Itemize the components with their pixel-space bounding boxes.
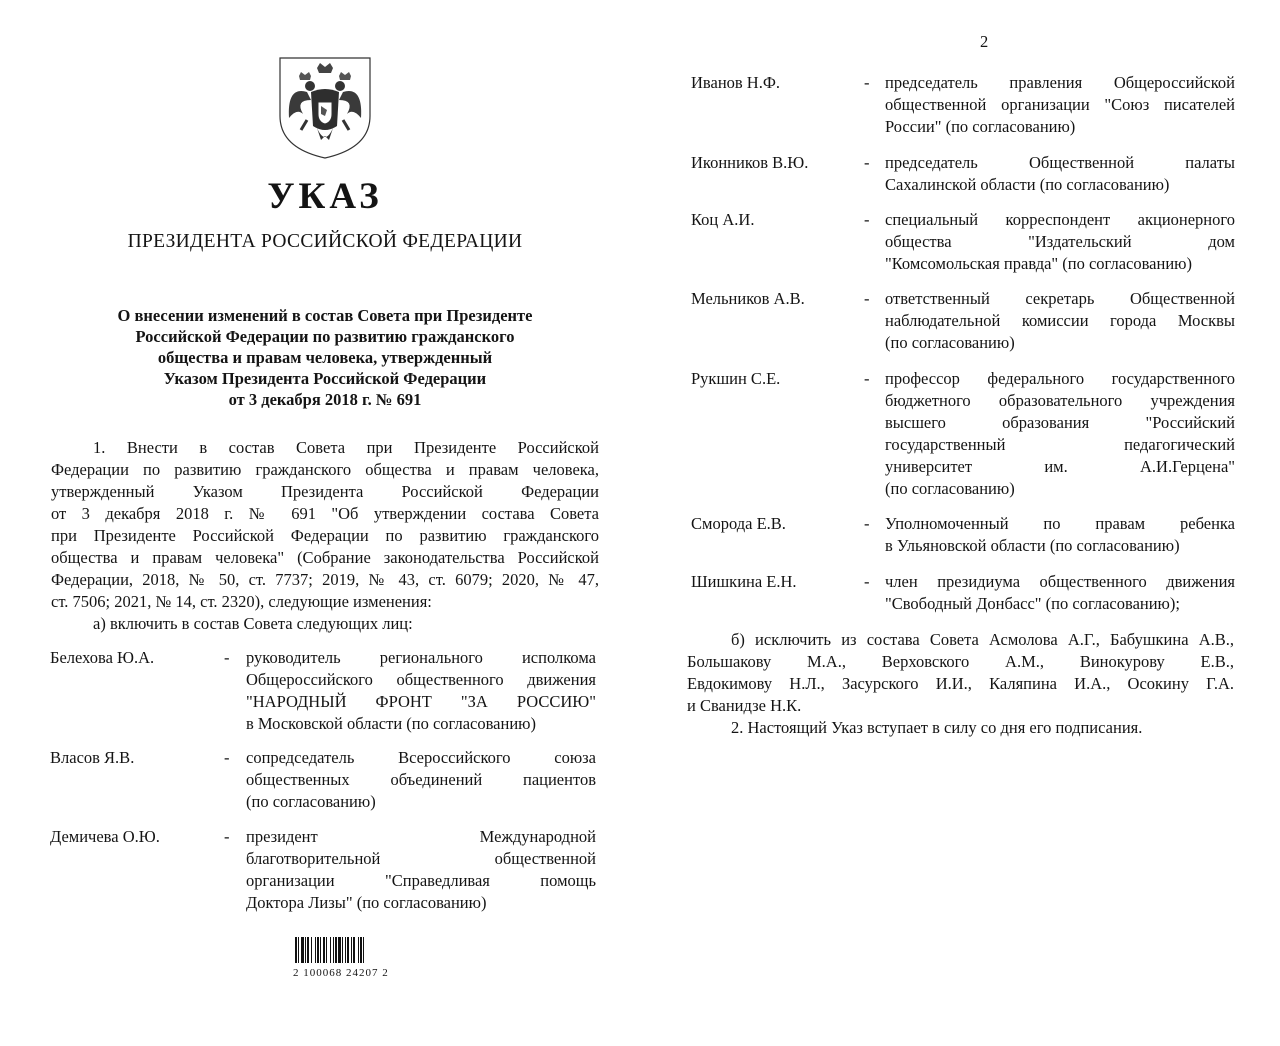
paragraph-line: утвержденный Указом Президента Российской Федерации [51,482,599,501]
barcode-bar [311,937,312,963]
barcode-bar [333,937,334,963]
barcode-bar [305,937,306,963]
desc-line: (по согласованию) [246,792,376,811]
member-description [246,647,596,735]
member-name: Коц А.И. [691,210,755,229]
barcode-bar [335,937,337,963]
member-name: Демичева О.Ю. [50,827,160,846]
barcode-bar [353,937,355,963]
barcode-bar [323,937,325,963]
barcode-bar [298,937,299,963]
desc-line: Уполномоченный по правам ребенка [885,514,1235,533]
sub-point-b [687,629,1234,739]
barcode-number: 2 100068 24207 2 [293,967,389,979]
desc-line: председатель Общественной палаты [885,153,1235,172]
desc-line: член президиума общественного движения [885,572,1235,591]
desc-line: бюджетного образовательного учреждения [885,391,1235,410]
member-description [885,209,1235,275]
member-dash: - [224,827,230,846]
page-2 [640,0,1280,1026]
member-name: Иконников В.Ю. [691,153,809,172]
paragraph-line: ст. 7506; 2021, № 14, ст. 2320), следующие изменения: [51,592,432,611]
member-description [246,747,596,813]
desc-line: общественной организации "Союз писателей [885,95,1235,114]
barcode-bar [320,937,321,963]
barcode-bar [326,937,327,963]
paragraph-line: от 3 декабря 2018 г. № 691 "Об утверждении состава Совета [51,504,599,523]
member-row [691,368,1235,498]
member-dash: - [864,514,870,533]
desc-line: президент Международной [246,827,596,846]
point-2: 2. Настоящий Указ вступает в силу со дня его подписания. [731,718,1143,737]
member-name: Шишкина Е.Н. [691,572,797,591]
member-row [50,826,598,912]
sub-point-a: а) включить в состав Совета следующих лиц: [93,614,413,633]
barcode-bar [358,937,359,963]
desc-line: (по согласованию) [885,333,1015,352]
member-description [885,571,1235,615]
member-dash: - [864,210,870,229]
desc-line: "Комсомольская правда" (по согласованию) [885,254,1192,273]
desc-line: общественных объединений пациентов [246,770,596,789]
desc-line: благотворительной общественной [246,849,596,868]
barcode-bar [338,937,341,963]
member-description [885,152,1235,196]
member-name: Иванов Н.Ф. [691,73,781,92]
page-1 [0,0,640,1026]
paragraph-line: Евдокимову Н.Л., Засурского И.И., Каляпина И.А., Осокину Г.А. [687,674,1234,693]
member-dash: - [864,289,870,308]
desc-line: высшего образования "Российский [885,413,1235,432]
paragraph-line: 1. Внести в состав Совета при Президенте Российской [93,438,599,457]
desc-line: организации "Справедливая помощь [246,871,596,890]
desc-line: в Московской области (по согласованию) [246,714,536,733]
desc-line: в Ульяновской области (по согласованию) [885,536,1180,555]
barcode-bar [345,937,346,963]
decree-title: УКАЗ [267,176,383,217]
desc-line: "Свободный Донбасс" (по согласованию); [885,594,1180,613]
paragraph-line: при Президенте Российской Федерации по развитию гражданского [51,526,599,545]
paragraph-line: общества и правам человека" (Собрание законодательства Российской [51,548,599,567]
heading-line: Указом Президента Российской Федерации [163,369,487,388]
paragraph-line: Федерации, 2018, № 50, ст. 7737; 2019, № 43, ст. 6079; 2020, № 47, [51,570,599,589]
desc-line: государственный педагогический [885,435,1235,454]
heading-line: от 3 декабря 2018 г. № 691 [228,390,422,409]
heading-line: Российской Федерации по развитию гражданского [135,327,515,346]
barcode-bar [342,937,343,963]
desc-line: председатель правления Общероссийской [885,73,1235,92]
member-row [691,288,1235,358]
barcode-bar [317,937,319,963]
barcode-bar [363,937,364,963]
point-1-paragraph [51,437,599,635]
member-name: Власов Я.В. [50,748,135,767]
desc-line: ответственный секретарь Общественной [885,289,1235,308]
desc-line: руководитель регионального исполкома [246,648,596,667]
desc-line: "НАРОДНЫЙ ФРОНТ "ЗА РОССИЮ" [246,692,596,711]
coat-of-arms-emblem [277,56,373,160]
desc-line: общества "Издательский дом [885,232,1235,251]
desc-line: университет им. А.И.Герцена" [885,457,1235,476]
heading-line: общества и правам человека, утвержденный [157,348,493,367]
barcode-bar [301,937,304,963]
member-name: Рукшин С.Е. [691,369,781,388]
barcode-bar [347,937,349,963]
member-dash: - [864,73,870,92]
desc-line: России" (по согласованию) [885,117,1076,136]
heading-line: О внесении изменений в состав Совета при Президенте [117,306,533,325]
member-dash: - [864,369,870,388]
member-description [885,72,1235,138]
decree-heading [60,305,590,410]
desc-line: сопредседатель Всероссийского союза [246,748,596,767]
member-description [885,513,1235,557]
desc-line: специальный корреспондент акционерного [885,210,1235,229]
barcode-bar [307,937,309,963]
member-dash: - [224,748,230,767]
barcode-bar [315,937,316,963]
decree-subtitle: ПРЕЗИДЕНТА РОССИЙСКОЙ ФЕДЕРАЦИИ [127,231,523,252]
member-row [50,747,598,817]
member-description [885,368,1235,500]
member-dash: - [864,153,870,172]
paragraph-line: Большакову М.А., Верховского А.М., Винокурову Е.В., [687,652,1234,671]
barcode-bar [330,937,331,963]
barcode-bar [295,937,297,963]
desc-line: Общероссийского общественного движения [246,670,596,689]
member-dash: - [864,572,870,591]
barcode-bar [360,937,362,963]
desc-line: профессор федерального государственного [885,369,1235,388]
member-description [885,288,1235,354]
member-name: Мельников А.В. [691,289,805,308]
member-name: Сморода Е.В. [691,514,786,533]
desc-line: Сахалинской области (по согласованию) [885,175,1170,194]
paragraph-line: и Сванидзе Н.К. [687,696,802,715]
desc-line: наблюдательной комиссии города Москвы [885,311,1235,330]
paragraph-line: б) исключить из состава Совета Асмолова А.Г., Бабушкина А.В., [731,630,1234,649]
desc-line: (по согласованию) [885,479,1015,498]
paragraph-line: Федерации по развитию гражданского общества и правам человека, [51,460,599,479]
barcode-bar [351,937,352,963]
member-row [691,72,1235,142]
page-number: 2 [980,32,989,51]
member-name: Белехова Ю.А. [50,648,155,667]
member-row [50,647,598,733]
member-row [691,209,1235,279]
desc-line: Доктора Лизы" (по согласованию) [246,893,487,912]
member-dash: - [224,648,230,667]
member-description [246,826,596,914]
